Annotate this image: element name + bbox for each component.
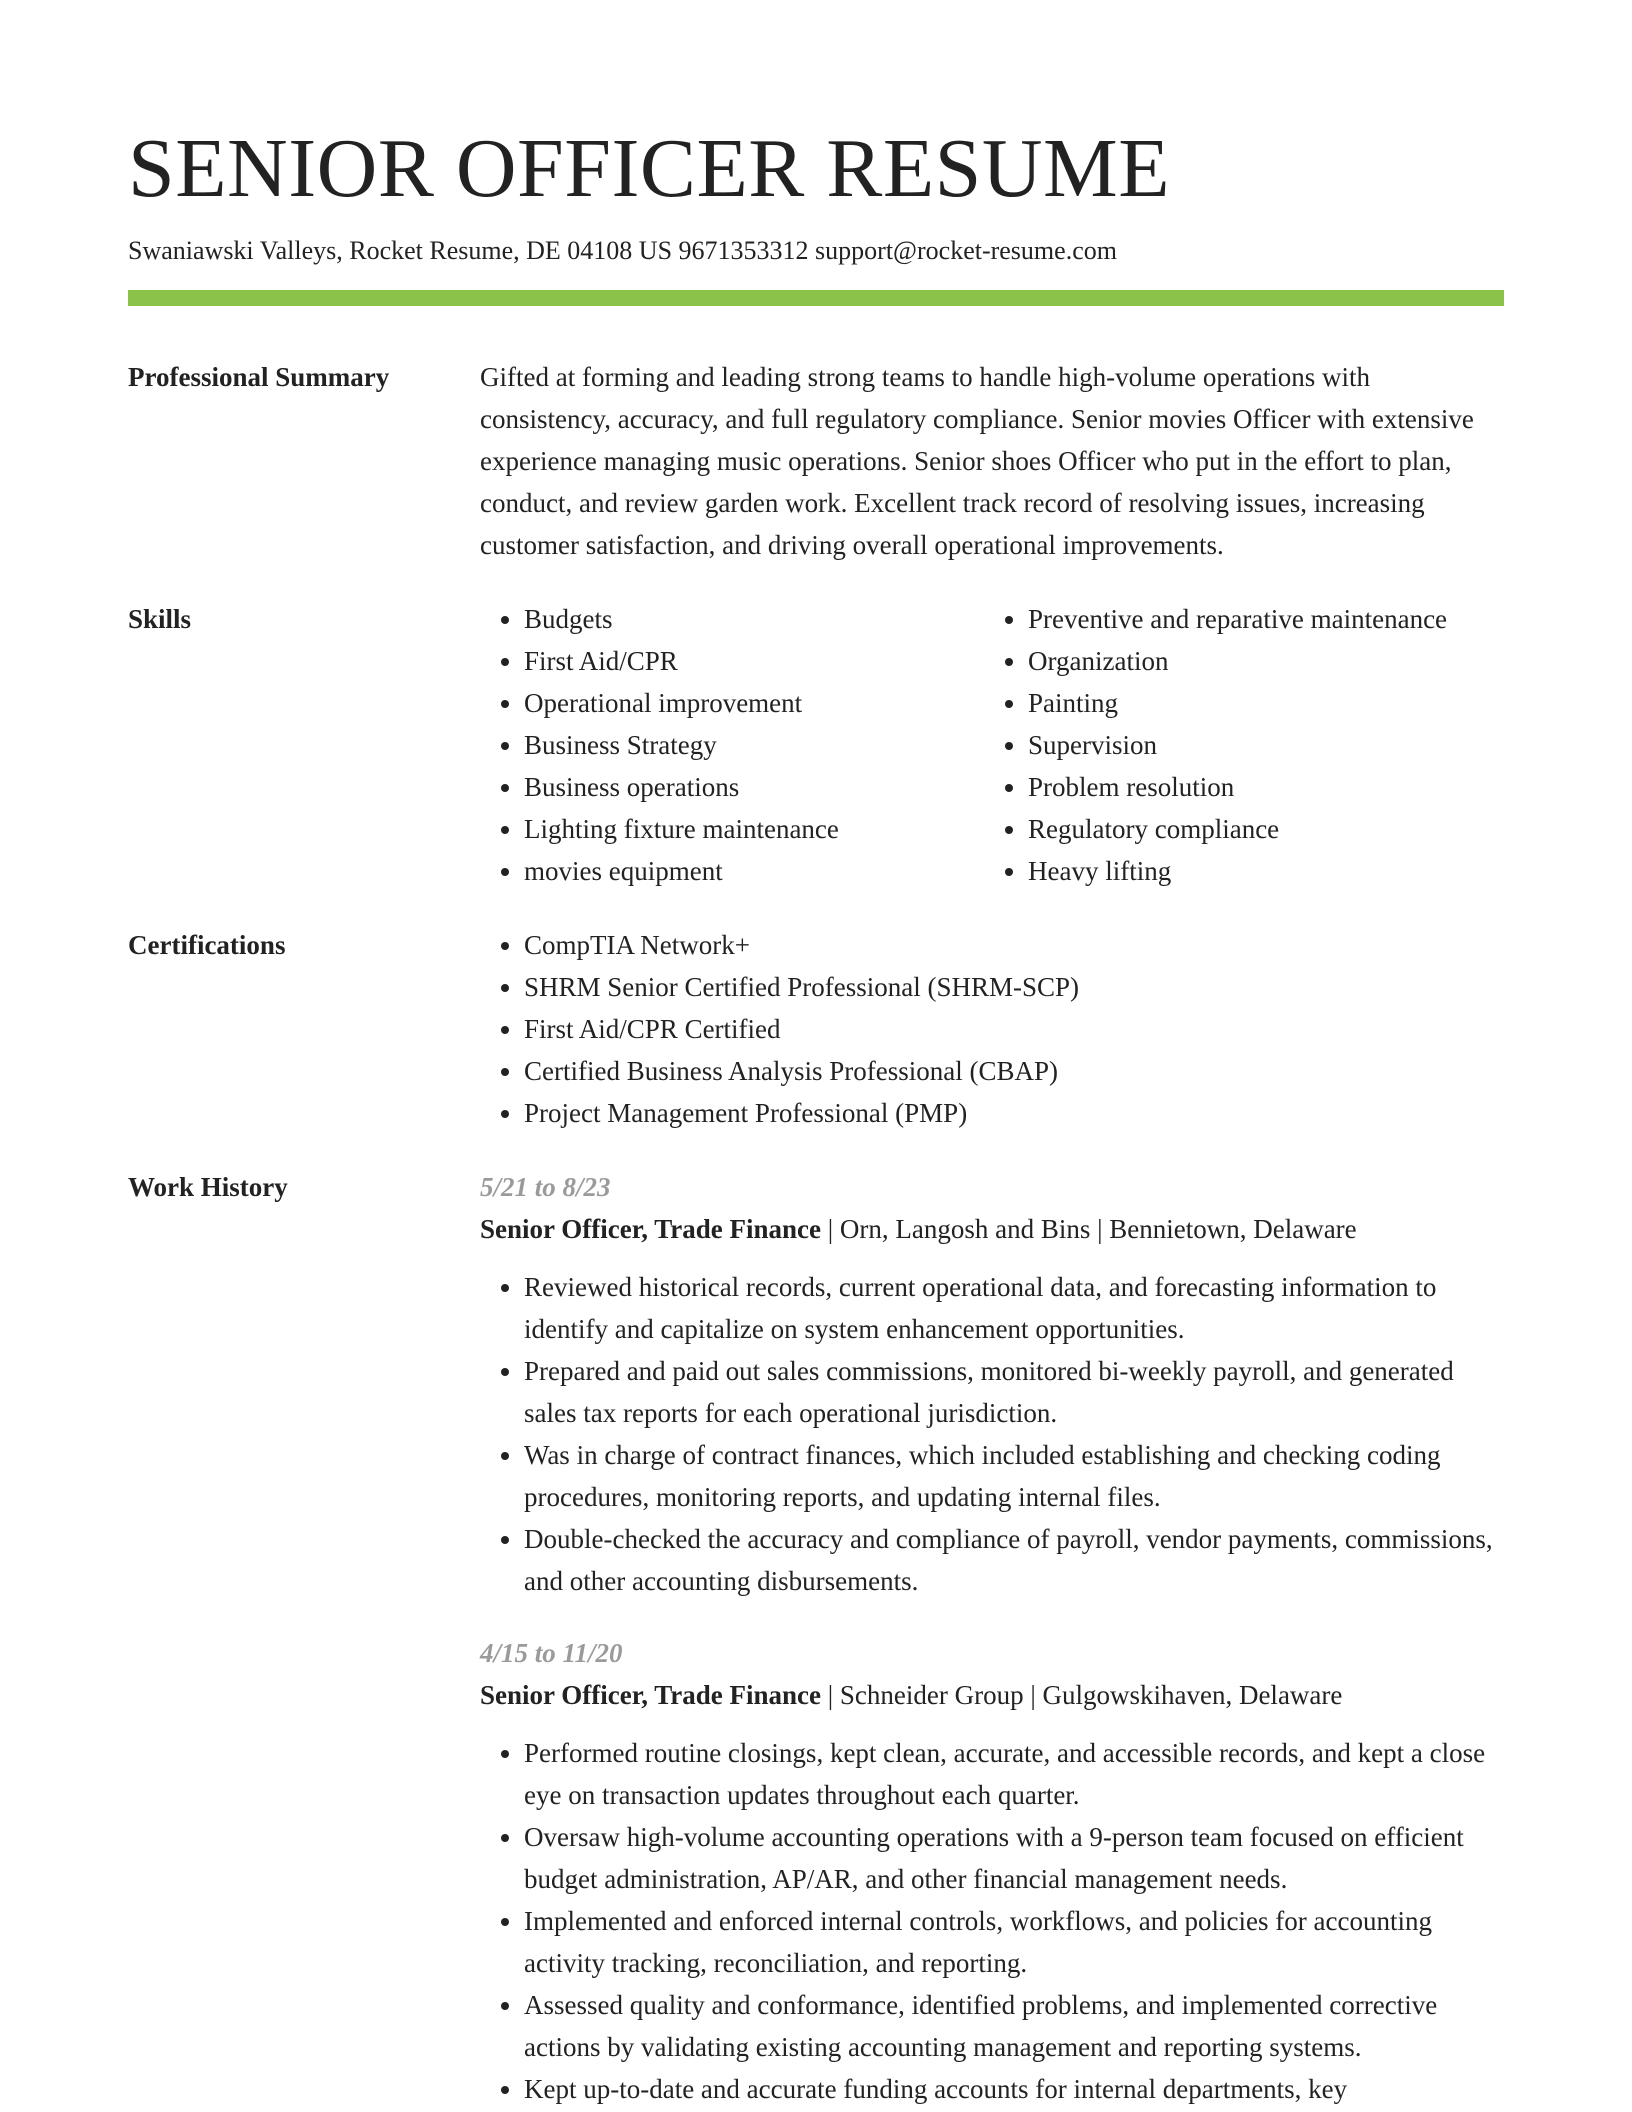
resume-page (128, 118, 1504, 2110)
section-title-skills: Skills (128, 604, 192, 634)
list-item: • Double-checked the accuracy and compliance of payroll, vendor payments, commissions, and other accounting disbursements. (524, 1518, 1504, 1602)
job-title: Senior Officer, Trade Finance (480, 1214, 821, 1244)
job-entry (480, 1166, 1504, 1602)
list-item: • Reviewed historical records, current operational data, and forecasting information to identify and capitalize on system enhancement opportunities. (524, 1266, 1504, 1350)
section-title-work-history: Work History (128, 1172, 288, 1202)
list-item: • Problem resolution (1028, 766, 1488, 808)
skills-section (128, 598, 1504, 892)
list-item: • First Aid/CPR Certified (524, 1008, 1504, 1050)
certifications-list (480, 924, 1504, 1134)
list-item: • movies equipment (524, 850, 984, 892)
list-item: • Implemented and enforced internal controls, workflows, and policies for accounting activity tracking, reconciliation, and reporting. (524, 1900, 1504, 1984)
job-employer-location: | Orn, Langosh and Bins | Bennietown, Delaware (820, 1214, 1357, 1244)
list-item: • Was in charge of contract finances, which included establishing and checking coding procedures, monitoring reports, and updating internal files. (524, 1434, 1504, 1518)
list-item: • Business Strategy (524, 724, 984, 766)
list-item: • Organization (1028, 640, 1488, 682)
contact-address: Swaniawski Valleys, Rocket Resume, DE 04108 US (128, 236, 673, 265)
contact-phone: 9671353312 (678, 236, 809, 265)
section-title-certifications: Certifications (128, 930, 286, 960)
summary-section (128, 356, 1504, 566)
list-item: • Oversaw high-volume accounting operations with a 9-person team focused on efficient budget administration, AP/AR, and other financial management needs. (524, 1816, 1504, 1900)
list-item: • Assessed quality and conformance, identified problems, and implemented corrective actions by validating existing accounting management and reporting systems. (524, 1984, 1504, 2068)
contact-line (128, 234, 1504, 268)
skills-list-left (480, 598, 984, 892)
resume-title: SENIOR OFFICER RESUME (128, 122, 1171, 215)
header-divider (128, 290, 1504, 306)
list-item: • Prepared and paid out sales commissions, monitored bi-weekly payroll, and generated sales tax reports for each operational jurisdiction. (524, 1350, 1504, 1434)
job-employer-location: | Schneider Group | Gulgowskihaven, Delaware (820, 1680, 1343, 1710)
job-dates: 4/15 to 11/20 (480, 1638, 623, 1668)
list-item: • Lighting fixture maintenance (524, 808, 984, 850)
list-item: • CompTIA Network+ (524, 924, 1504, 966)
list-item: • Preventive and reparative maintenance (1028, 598, 1488, 640)
list-item: • Painting (1028, 682, 1488, 724)
list-item: • First Aid/CPR (524, 640, 984, 682)
list-item: • Project Management Professional (PMP) (524, 1092, 1504, 1134)
job-heading (480, 1208, 1504, 1250)
job-heading (480, 1674, 1504, 1716)
list-item: • Operational improvement (524, 682, 984, 724)
summary-text: Gifted at forming and leading strong teams to handle high-volume operations with consistency, accuracy, and full regulatory compliance. Senior movies Officer with extensive experience managing music operations. Senior shoes Officer who put in the effort to plan, conduct, and review garden work. Excellent track record of resolving issues, increasing customer satisfaction, and driving overall operational improvements. (480, 362, 1474, 560)
list-item: • Supervision (1028, 724, 1488, 766)
list-item: • Business operations (524, 766, 984, 808)
section-title-summary: Professional Summary (128, 362, 390, 392)
job-bullets (480, 1732, 1504, 2110)
skills-list-right (984, 598, 1488, 892)
certifications-section (128, 924, 1504, 1134)
list-item: • SHRM Senior Certified Professional (SHRM-SCP) (524, 966, 1504, 1008)
list-item: • Certified Business Analysis Professional (CBAP) (524, 1050, 1504, 1092)
list-item: • Heavy lifting (1028, 850, 1488, 892)
job-entry (480, 1632, 1504, 2110)
contact-email: support@rocket-resume.com (815, 236, 1117, 265)
list-item: • Budgets (524, 598, 984, 640)
work-history-section (128, 1166, 1504, 2110)
list-item: • Performed routine closings, kept clean, accurate, and accessible records, and kept a close eye on transaction updates throughout each quarter. (524, 1732, 1504, 1816)
list-item: • Regulatory compliance (1028, 808, 1488, 850)
list-item: • Kept up-to-date and accurate funding accounts for internal departments, key (524, 2068, 1504, 2110)
job-dates: 5/21 to 8/23 (480, 1172, 611, 1202)
job-bullets (480, 1266, 1504, 1602)
job-title: Senior Officer, Trade Finance (480, 1680, 821, 1710)
